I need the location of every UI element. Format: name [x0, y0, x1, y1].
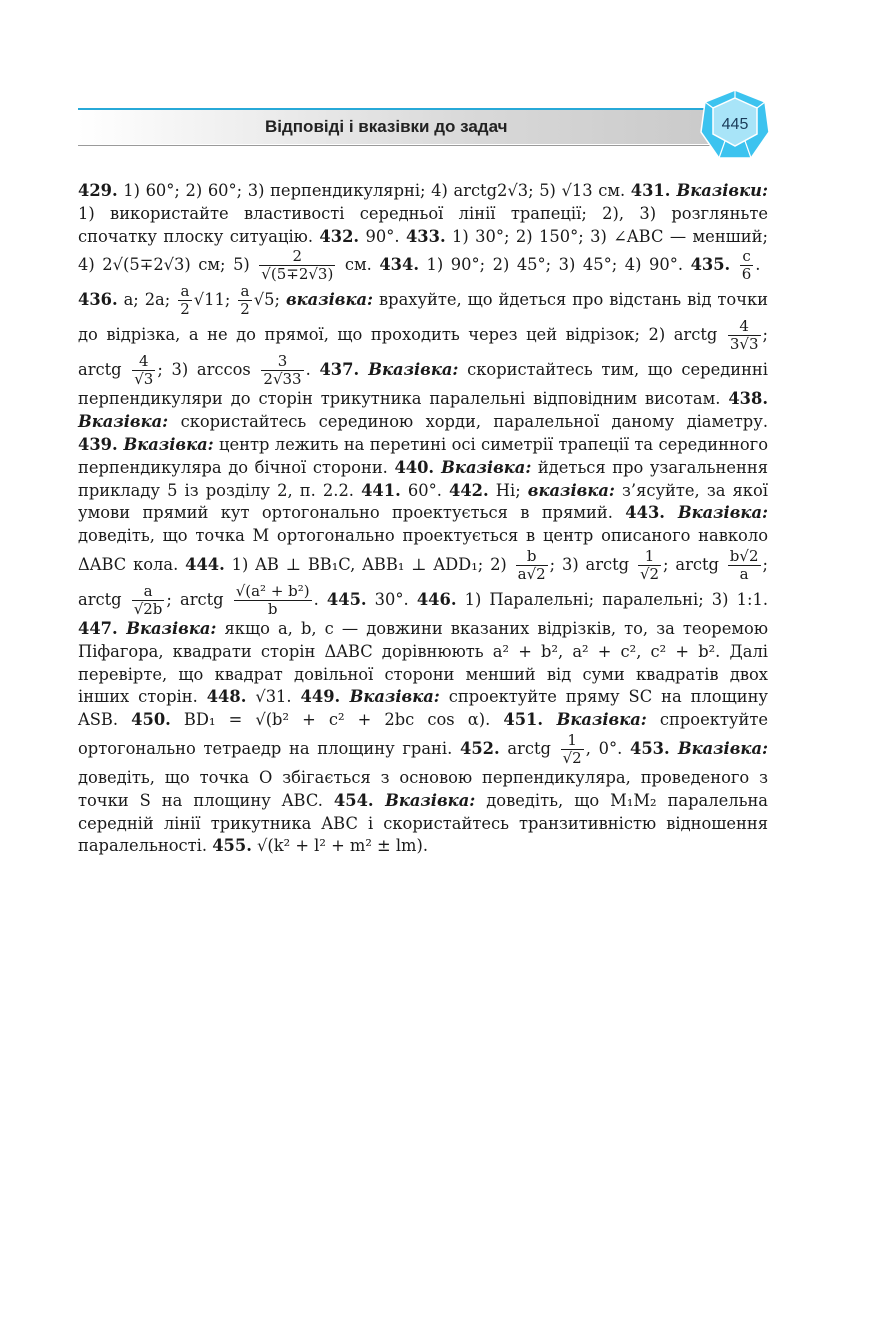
fraction: $\frac{1}{√2}$	[562, 730, 582, 767]
fraction: $\frac{b√2}{a}$	[729, 546, 759, 583]
answer-text: доведіть, що точка O збігається з основою перпендикуляра, проведеного з точки S на площину ABC.	[78, 767, 768, 810]
hint-label: Вказівка:	[434, 457, 532, 477]
answers-paragraph: 429. 1) 60°; 2) 60°; 3) перпендикулярні; 4) arctg2√3; 5) √13 см. 431. Вказівки: 1) використайте властивості середньої лінії трапеції; 2), 3) розгляньте спочатку плоску ситуацію. 432. 90°. 433. 1) 30°; 2) 150°; 3) ∠ABC — менший; 4) 2√(5∓2√3) см; 5) $\frac{2}{√(5\mp 2√3)}$ см. 434. 1) 90°; 2) 45°; 3) 45°; 4) 90°. 435. $\frac{c}{6}$ . 436. a; 2a; $\frac{a}{2}$ √11; $\frac{a}{2}$ √5; вказівка: врахуйте, що йдеться про відстань від точки до відрізка, а не до прямої, що проходить через цей відрізок; 2) arctg $\frac{4}{3√3}$ ; arctg $\frac{4}{√3}$ ; 3) arccos $\frac{3}{2√33}$ . 437. Вказівка: скористайтесь тим, що серединні перпендикуляри до сторін трикутника паралельні відповідним висотам. 438. Вказівка: скористайтесь серединою хорди, паралельної даному діаметру. 439. Вказівка: центр лежить на перетині осі симетрії трапеції та серединного перпендикуляра до бічної сторони. 440. Вказівка: йдеться про узагальнення прикладу 5 із розділу 2, п. 2.2. 441. 60°. 442. Ні; вказівка: з’ясуйте, за якої умови прямий кут ортогонально проектується в прямий. 443. Вказівка: доведіть, що точка M ортогонально проектується в центр описаного навколо ΔABC кола. 444. 1) AB ⊥ BB₁C, ABB₁ ⊥ ADD₁; 2) $\frac{b}{a√2}$ ; 3) arctg $\frac{1}{√2}$ ; arctg $\frac{b√2}{a}$ ; arctg $\frac{a}{√2b}$ ; arctg $\frac{\text{√(a² + b²)}}{b}$ . 445. 30°. 446. 1) Паралельні; паралельні; 3) 1:1. 447. Вказівка: якщо a, b, c — довжини вказаних відрізків, то, за теоремою Піфагора, квадрати сторін ΔABC дорівнюють a² + b², a² + c², c² + b². Далі перевірте, що квадрат довільної сторони менший від суми квадратів двох інших сторін. 448. √31. 449. Вказівка: спроектуйте пряму SC на площину ASB. 450. BD₁ = √(b² + c² + 2bc cos α). 451. Вказівка: спроектуйте ортогонально тетраедр на площину грані. 452. arctg $\frac{1}{√2}$ , 0°. 453. Вказівка: доведіть, що точка O збігається з основою перпендикуляра, проведеного з точки S на площину ABC. 454. Вказівка: доведіть, що M₁M₂ паралельна середній лінії трикутника ABC і скористайтесь транзитивністю відношення паралельності. 455. √(k² + l² + m² ± lm).	[78, 181, 769, 856]
answer-text: 1) AB ⊥ BB₁C, ABB₁ ⊥ ADD₁; 2)	[224, 554, 514, 574]
answer-number: 431.	[630, 181, 671, 200]
answer-text: якщо a, b, c — довжини вказаних відрізків, то, за теоремою Піфагора, квадрати сторін ΔABC дорівнюють a² + b², a² + c², c² + b². Далі перевірте, що квадрат довільної сторони менший від суми квадратів двох інших сторін.	[78, 618, 769, 707]
answer-text: 30°.	[366, 589, 417, 609]
fraction: $\frac{\text{√(a² + b²)}}{b}$	[235, 581, 310, 618]
answer-text: Ні;	[488, 480, 528, 500]
answer-number: 441.	[361, 480, 401, 500]
answer-number: 439.	[78, 434, 118, 454]
answer-text: доведіть, що M₁M₂ паралельна середній лінії трикутника ABC і скористайтесь транзитивністю відношення паралельності.	[78, 790, 768, 856]
answer-number: 440.	[394, 457, 435, 477]
answer-text: √31.	[246, 687, 301, 707]
answer-text: врахуйте, що йдеться про відстань від точки до відрізка, а не до прямої, що проходить через цей відрізок; 2) arctg	[78, 290, 768, 345]
answer-number: 448.	[206, 687, 247, 707]
answer-text: .	[305, 360, 320, 380]
fraction: $\frac{1}{√2}$	[639, 546, 660, 583]
answer-text: см.	[337, 255, 380, 275]
answer-number: 444.	[185, 554, 225, 574]
fraction: $\frac{a}{2}$	[180, 282, 190, 319]
answer-text: 1) Паралельні; паралельні; 3) 1:1.	[456, 589, 768, 609]
answer-text: ; arctg	[166, 589, 232, 609]
answer-text: .	[313, 589, 327, 609]
hint-label: вказівка:	[285, 290, 374, 310]
fraction: $\frac{c}{6}$	[741, 247, 752, 284]
answer-text: з’ясуйте, за якої умови прямий кут ортогонально проектується в прямий.	[78, 480, 768, 523]
fraction: $\frac{a}{√2b}$	[133, 581, 163, 618]
answer-number: 432.	[319, 226, 360, 246]
fraction: $\frac{4}{√3}$	[134, 352, 154, 389]
answer-text: скористайтесь тим, що серединні перпендикуляри до сторін трикутника паралельні відповідним висотам.	[78, 360, 768, 409]
fraction: $\frac{3}{2√33}$	[263, 352, 302, 389]
answer-text: центр лежить на перетині осі симетрії трапеції та серединного перпендикуляра до бічної сторони.	[78, 434, 768, 477]
answers-text	[78, 180, 768, 858]
hint-label: Вказівка:	[373, 790, 476, 810]
answer-number: 454.	[333, 790, 374, 810]
answer-number: 443.	[625, 503, 665, 523]
hint-label: Вказівка:	[117, 434, 214, 454]
hint-label: вказівка:	[527, 480, 615, 500]
answer-text: спроектуйте ортогонально тетраедр на площину грані.	[78, 710, 769, 758]
answer-number: 449.	[300, 687, 341, 707]
answer-number: 429.	[78, 181, 118, 200]
answer-text: ; 3) arccos	[157, 360, 260, 380]
hint-label: Вказівка:	[359, 360, 459, 380]
answer-text: ; arctg	[663, 554, 726, 574]
answer-number: 433.	[405, 226, 446, 246]
page-number: 445	[721, 116, 749, 133]
answer-number: 445.	[326, 589, 367, 609]
answer-text: ; arctg	[78, 325, 768, 380]
answer-text: BD₁ = √(b² + c² + 2bc cos α).	[170, 710, 504, 730]
hint-label: Вказівка:	[340, 687, 440, 707]
answer-number: 446.	[416, 589, 457, 609]
answer-number: 436.	[78, 290, 118, 310]
answer-text: йдеться про узагальнення прикладу 5 із розділу 2, п. 2.2.	[78, 457, 768, 500]
hint-label: Вказівка:	[543, 710, 647, 730]
answer-text: 90°.	[359, 226, 406, 246]
answer-number: 450.	[131, 710, 171, 730]
hint-label: Вказівка:	[664, 503, 769, 523]
answer-text: arctg	[499, 738, 559, 758]
answer-text: спроектуйте пряму SC на площину ASB.	[78, 687, 769, 730]
fraction: $\frac{b}{a√2}$	[517, 546, 546, 583]
answer-number: 453.	[629, 738, 670, 758]
answer-number: 438.	[728, 389, 768, 409]
answer-text: 1) 30°; 2) 150°; 3) ∠ABC — менший; 4) 2√(5∓2√3) см; 5)	[78, 226, 768, 275]
answer-number: 442.	[449, 480, 489, 500]
answer-number: 451.	[503, 710, 544, 730]
answer-number: 435.	[690, 255, 731, 275]
answer-text: √5;	[253, 290, 286, 310]
hint-label: Вказівка:	[78, 412, 169, 432]
page-title: Відповіді і вказівки до задач	[265, 117, 508, 136]
answer-number: 455.	[212, 836, 252, 856]
hint-label: Вказівка:	[669, 738, 769, 758]
answer-text: 60°.	[400, 480, 450, 500]
answer-text: ; 3) arctg	[549, 554, 636, 574]
answer-text: доведіть, що точка M ортогонально проектується в центр описаного навколо ΔABC кола.	[78, 526, 768, 574]
answer-text: a; 2a;	[117, 290, 177, 310]
answer-text: , 0°.	[585, 738, 630, 758]
fraction: $\frac{2}{√(5\mp 2√3)}$	[261, 247, 334, 284]
answer-text: 1) 60°; 2) 60°; 3) перпендикулярні; 4) arctg2√3; 5) √13 см.	[117, 181, 631, 200]
hint-label: Вказівка:	[117, 618, 217, 638]
answer-number: 434.	[379, 255, 419, 275]
fraction: $\frac{a}{2}$	[240, 282, 250, 319]
answer-number: 437.	[319, 360, 360, 380]
answer-text: скористайтесь серединою хорди, паралельної даному діаметру.	[168, 412, 768, 432]
answer-number: 452.	[460, 738, 500, 758]
answer-number: 447.	[78, 618, 118, 638]
answer-text: ; arctg	[78, 554, 768, 609]
answer-text: 1) 90°; 2) 45°; 3) 45°; 4) 90°.	[418, 255, 691, 275]
answer-text: √(k² + l² + m² ± lm).	[251, 836, 429, 856]
answer-text: 1) використайте властивості середньої лінії трапеції; 2), 3) розгляньте спочатку плоску ситуацію.	[78, 203, 768, 246]
hint-label: Вказівки:	[670, 181, 768, 200]
answer-text: √11;	[193, 290, 237, 310]
fraction: $\frac{4}{3√3}$	[729, 317, 759, 354]
